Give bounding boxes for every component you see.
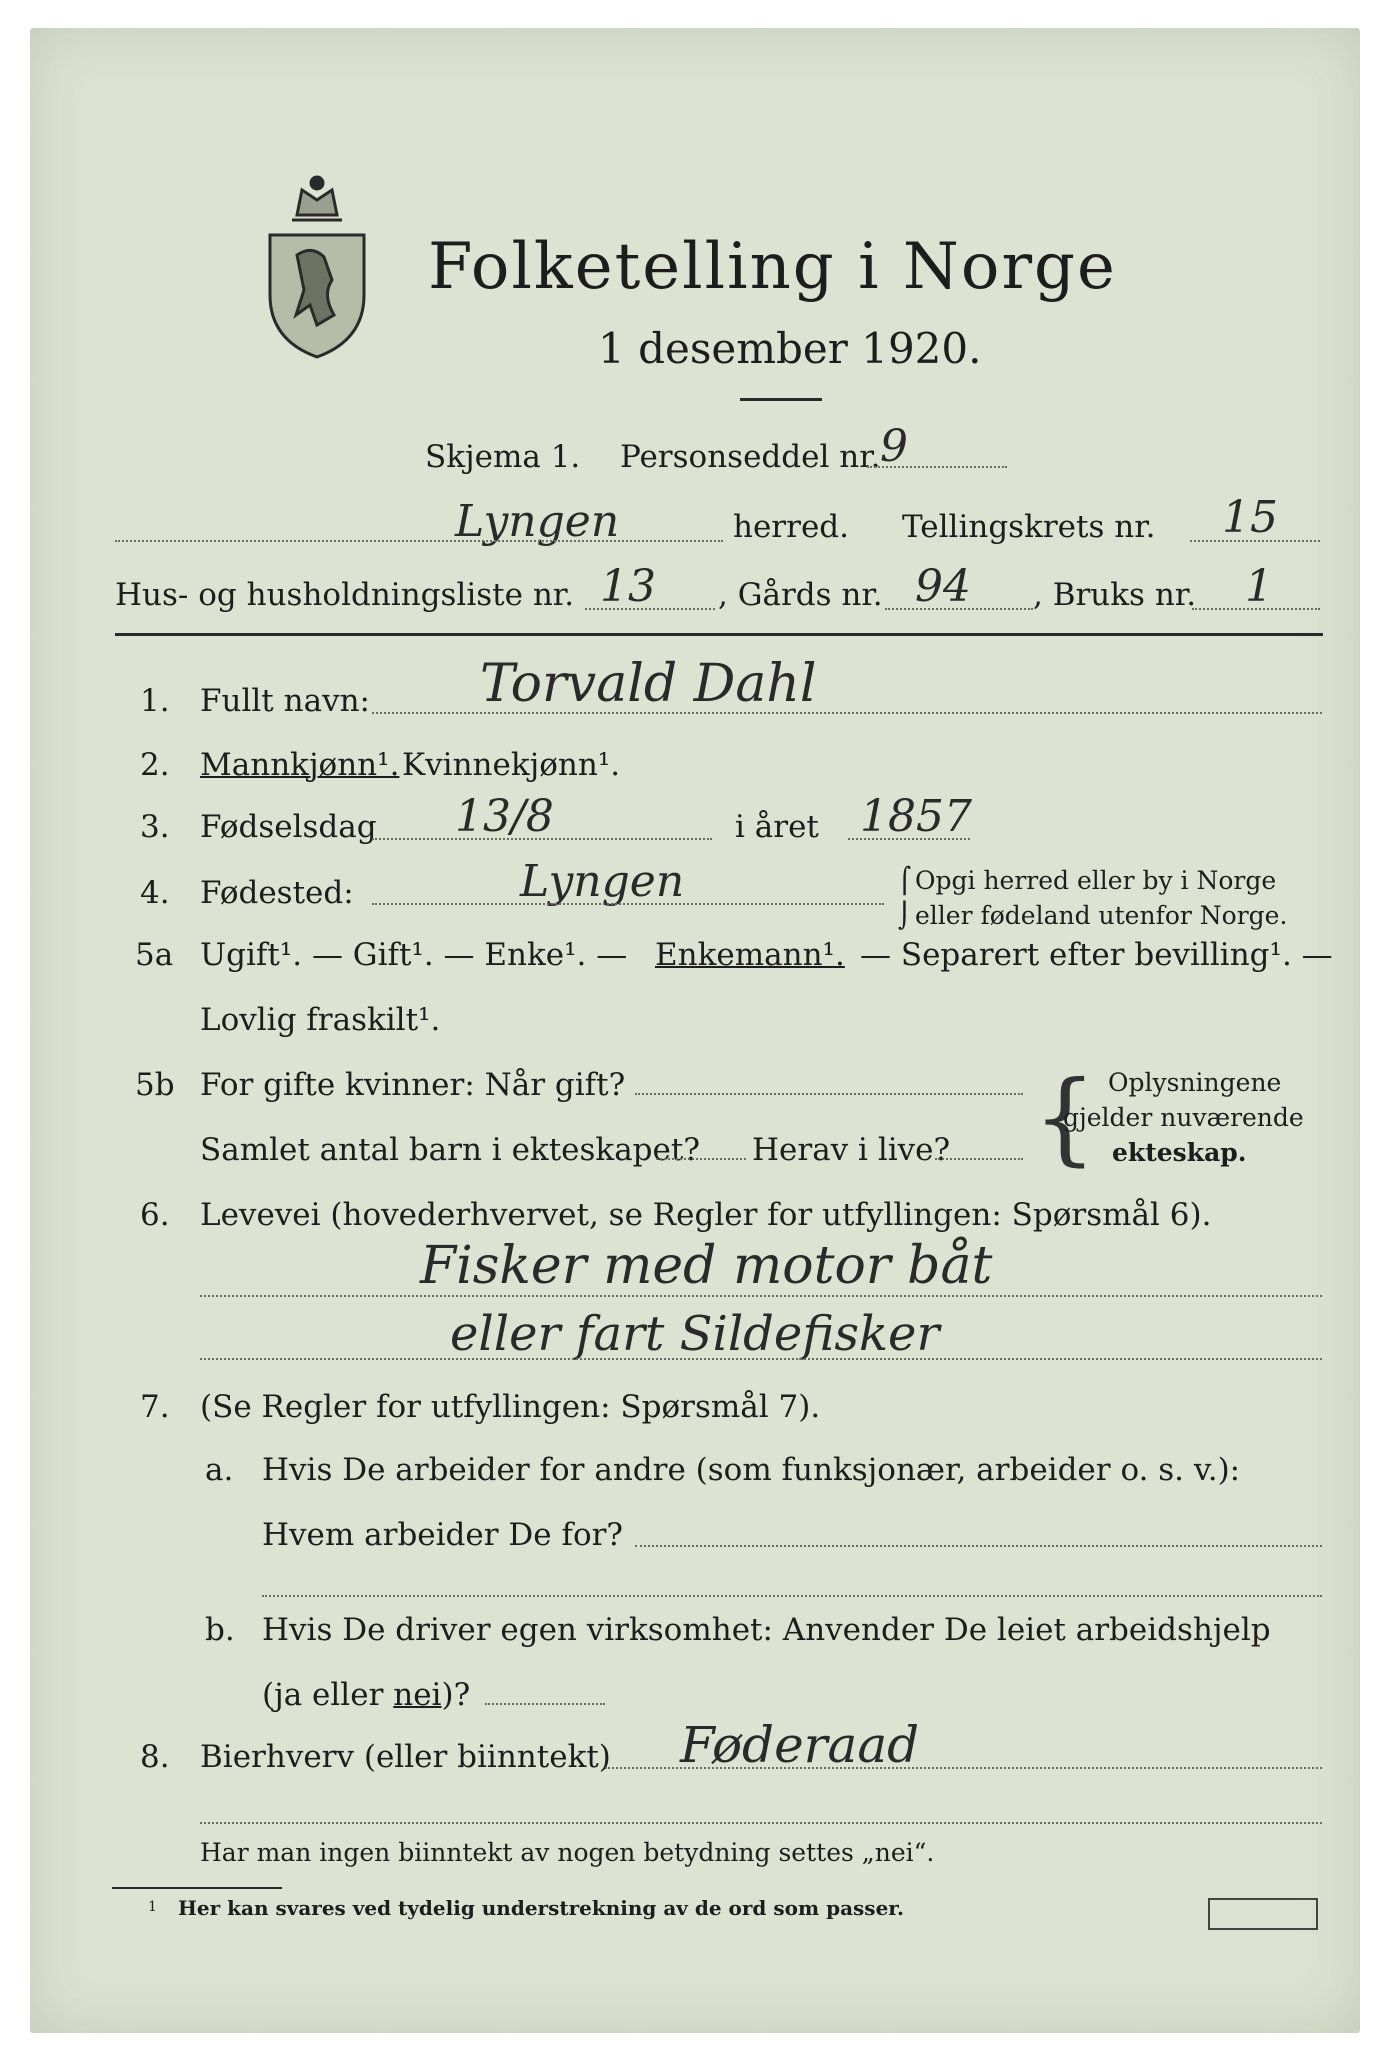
sex-female-option[interactable]: Kvinnekjønn¹. [402,747,621,783]
q8-number: 8. [140,1739,170,1775]
full-name-value[interactable]: Torvald Dahl [480,654,817,714]
personseddel-line [867,466,1007,468]
herred-label: herred. [733,509,849,545]
personseddel-value[interactable]: 9 [880,421,908,472]
printer-stamp [1208,1898,1318,1930]
occupation-line-1 [200,1295,1322,1297]
q8-label: Bierhverv (eller biinntekt) [200,1739,611,1775]
q5b-note-1: Oplysningene [1108,1068,1282,1097]
q7b-label-post: )? [441,1677,471,1713]
birthday-line [372,838,712,840]
employer-line-2 [262,1595,1322,1597]
occupation-value-2[interactable]: eller fart Sildefisker [450,1306,940,1362]
hus-label: Hus- og husholdningsliste nr. [115,577,575,613]
side-income-line-2 [200,1822,1322,1824]
q5b-label: For gifte kvinner: Når gift? [200,1067,626,1103]
birthplace-note-1: Opgi herred eller by i Norge [915,866,1277,895]
q7b-label-2[interactable] [262,1677,471,1713]
q6-label: Levevei (hovederhvervet, se Regler for utfyllingen: Spørsmål 6). [200,1197,1212,1233]
q5b-brace: { [1033,1059,1097,1176]
alive-line [935,1158,1023,1160]
title-divider [740,398,822,401]
hus-line [585,608,715,610]
tellingskrets-label: Tellingskrets nr. [902,509,1156,545]
gards-label: , Gårds nr. [718,577,883,613]
q5b-note-3: ekteskap. [1112,1138,1247,1167]
q7-label: (Se Regler for utfyllingen: Spørsmål 7). [200,1389,821,1425]
skjema-label: Skjema 1. [425,439,581,475]
gards-value[interactable]: 94 [915,561,971,612]
q7b-number: b. [205,1612,235,1648]
birthplace-line [372,903,884,905]
form-title: Folketelling i Norge [428,230,1117,304]
q5b-note-2: gjelder nuværende [1063,1103,1304,1132]
birth-year-value[interactable]: 1857 [860,791,972,842]
q5b-alive-label: Herav i live? [752,1132,951,1168]
q7-number: 7. [140,1389,170,1425]
marital-widower-selected: Enkemann¹. [655,937,845,973]
full-name-line [372,712,1322,714]
q1-label: Fullt navn: [200,683,370,719]
q3-label: Fødselsdag [200,809,377,845]
employer-line [635,1545,1322,1547]
bruks-label: , Bruks nr. [1033,577,1197,613]
hus-value[interactable]: 13 [600,561,656,612]
personseddel-label: Personseddel nr. [620,439,881,475]
q7a-label: Hvis De arbeider for andre (som funksjonær, arbeider o. s. v.): [262,1452,1241,1488]
q6-number: 6. [140,1197,170,1233]
header-divider [115,633,1323,636]
q5b-children-label: Samlet antal barn i ekteskapet? [200,1132,700,1168]
q7a-label-2: Hvem arbeider De for? [262,1517,624,1553]
tellingskrets-value[interactable]: 15 [1222,492,1278,543]
footnote-divider [112,1887,282,1889]
birth-year-line [848,838,970,840]
side-income-value[interactable]: Føderaad [680,1716,920,1774]
occupation-value-1[interactable]: Fisker med motor båt [420,1236,993,1296]
q5a-number: 5a [135,937,174,973]
q4-number: 4. [140,875,170,911]
form-date: 1 desember 1920. [598,324,982,373]
q7b-nei-selected: nei [393,1677,442,1713]
when-married-line [635,1093,1023,1095]
q3-number: 3. [140,809,170,845]
q7a-number: a. [205,1452,234,1488]
bruks-value[interactable]: 1 [1245,561,1273,612]
birthplace-note-bracket: ⌠ [898,866,912,895]
q7b-label-pre: (ja eller [262,1677,394,1713]
q2-number: 2. [140,747,170,783]
children-line [656,1158,746,1160]
q5b-number: 5b [135,1067,175,1103]
q4-label: Fødested: [200,875,354,911]
birth-year-label: i året [735,809,819,845]
marital-options[interactable]: Ugift¹. — Gift¹. — Enke¹. — [200,937,628,973]
sex-male-selected: Mannkjønn¹. [200,747,400,783]
sex-male-option[interactable] [200,747,400,783]
footnote-mark: 1 [148,1899,157,1915]
q7b-label: Hvis De driver egen virksomhet: Anvender De leiet arbeidshjelp [262,1612,1271,1648]
side-income-line [605,1767,1322,1769]
herred-line [115,540,723,542]
norwegian-coat-of-arms-icon [262,165,372,360]
marital-divorced-option[interactable]: Lovlig fraskilt¹. [200,1002,441,1038]
marital-options-rest[interactable]: — Separert efter bevilling¹. — [860,937,1333,973]
gards-line [885,608,1033,610]
side-income-note: Har man ingen biinntekt av nogen betydning settes „nei“. [200,1838,935,1867]
occupation-line-2 [200,1358,1322,1360]
birthplace-value[interactable]: Lyngen [520,856,685,907]
bruks-line [1192,608,1320,610]
q1-number: 1. [140,683,170,719]
birthplace-note-2: eller fødeland utenfor Norge. [915,901,1288,930]
tellingskrets-line [1190,540,1320,542]
birthplace-note-bracket-lower: ⌡ [898,901,912,930]
helper-line [485,1703,605,1705]
birthday-value[interactable]: 13/8 [455,791,554,842]
herred-value[interactable]: Lyngen [455,496,620,547]
marital-widower-option[interactable] [655,937,845,973]
footnote-text: Her kan svares ved tydelig understrekning av de ord som passer. [178,1896,904,1920]
